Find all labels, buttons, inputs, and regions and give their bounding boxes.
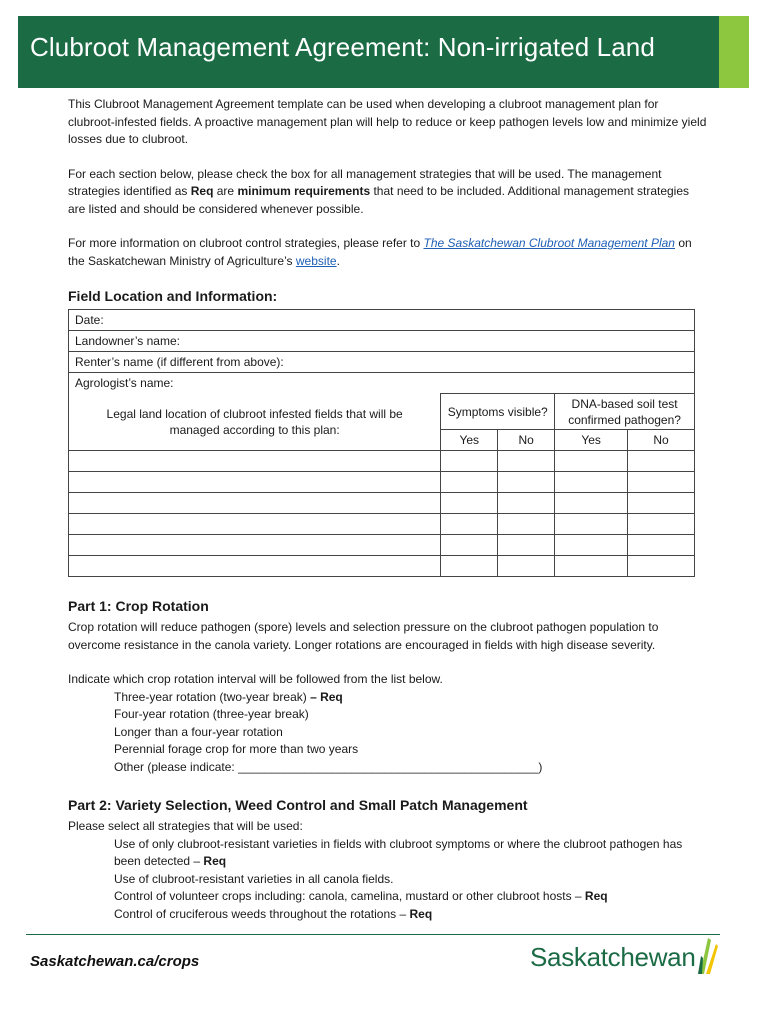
table-row	[69, 451, 695, 472]
dna-yes-cell[interactable]	[555, 451, 628, 472]
table-row	[69, 514, 695, 535]
symptoms-no-cell[interactable]	[498, 493, 555, 514]
intro-paragraph-1: This Clubroot Management Agreement template can be used when developing a clubroot management plan for clubroot-infested fields. A proactive management plan will help to reduce or keep pathogen levels low and minimize yield losses due to clubroot.	[68, 97, 707, 146]
legal-location-cell[interactable]	[69, 451, 441, 472]
dna-no-cell[interactable]	[628, 556, 695, 577]
symptoms-no-cell[interactable]	[498, 556, 555, 577]
rotation-option-four-year[interactable]: Four-year rotation (three-year break)	[114, 707, 309, 721]
dna-no-header: No	[628, 430, 695, 451]
website-link[interactable]: website	[295, 253, 337, 268]
dna-no-cell[interactable]	[628, 472, 695, 493]
table-row	[69, 535, 695, 556]
part2-heading: Part 2: Variety Selection, Weed Control and Small Patch Management	[68, 797, 528, 813]
date-field[interactable]: Date:	[69, 310, 695, 331]
symptoms-yes-cell[interactable]	[441, 451, 498, 472]
symptoms-yes-header: Yes	[441, 430, 498, 451]
part2-instruction: Please select all strategies that will be used:	[68, 819, 303, 833]
intro-paragraph-3: For more information on clubroot control strategies, please refer to The Saskatchewan Clubroot Management Plan on the Saskatchewan Ministry of Agriculture’s website.	[68, 236, 692, 268]
agrologist-field[interactable]: Agrologist’s name:	[69, 373, 695, 394]
dna-no-cell[interactable]	[628, 451, 695, 472]
symptoms-yes-cell[interactable]	[441, 514, 498, 535]
footer-divider	[26, 934, 720, 935]
legal-location-cell[interactable]	[69, 556, 441, 577]
dna-test-header: DNA-based soil test confirmed pathogen?	[555, 394, 695, 430]
part1-instruction: Indicate which crop rotation interval will be followed from the list below.	[68, 672, 443, 686]
field-section-heading: Field Location and Information:	[68, 288, 278, 304]
dna-yes-header: Yes	[555, 430, 628, 451]
logo-wordmark: Saskatchewan	[530, 942, 696, 972]
symptoms-no-header: No	[498, 430, 555, 451]
page-title: Clubroot Management Agreement: Non-irrigated Land	[30, 32, 655, 62]
dna-no-cell[interactable]	[628, 493, 695, 514]
rotation-option-other[interactable]: Other (please indicate: _____________________________________________)	[114, 759, 543, 774]
symptoms-yes-cell[interactable]	[441, 493, 498, 514]
intro-paragraph-2: For each section below, please check the box for all management strategies that will be used. The management strategies identified as Req are minimum requirements that need to be included. Additional management strategies are listed and should be considered whenever possible.	[68, 166, 690, 216]
symptoms-yes-cell[interactable]	[441, 472, 498, 493]
table-row	[69, 472, 695, 493]
symptoms-header: Symptoms visible?	[441, 394, 555, 430]
legal-location-cell[interactable]	[69, 535, 441, 556]
dna-yes-cell[interactable]	[555, 472, 628, 493]
dna-yes-cell[interactable]	[555, 556, 628, 577]
strategy-option-weed-control[interactable]: Control of cruciferous weeds throughout the rotations – Req	[114, 906, 433, 921]
dna-yes-cell[interactable]	[555, 493, 628, 514]
table-row	[69, 556, 695, 577]
rotation-option-perennial[interactable]: Perennial forage crop for more than two years	[114, 742, 359, 756]
symptoms-no-cell[interactable]	[498, 451, 555, 472]
table-row	[69, 493, 695, 514]
footer-url[interactable]: Saskatchewan.ca/crops	[30, 953, 200, 970]
document-body	[68, 96, 708, 923]
saskatchewan-logo	[530, 936, 730, 982]
dna-yes-cell[interactable]	[555, 535, 628, 556]
dna-no-cell[interactable]	[628, 514, 695, 535]
legal-location-cell[interactable]	[69, 472, 441, 493]
strategy-option-resistant-all[interactable]: Use of clubroot-resistant varieties in all canola fields.	[114, 871, 394, 886]
symptoms-no-cell[interactable]	[498, 535, 555, 556]
dna-no-cell[interactable]	[628, 535, 695, 556]
part1-heading: Part 1: Crop Rotation	[68, 598, 209, 614]
strategy-option-volunteer-control[interactable]: Control of volunteer crops including: canola, camelina, mustard or other clubroot hosts – Req	[114, 889, 608, 903]
renter-field[interactable]: Renter’s name (if different from above):	[69, 352, 695, 373]
strategy-option-resistant-only[interactable]: Use of only clubroot-resistant varieties in fields with clubroot symptoms or where the clubroot pathogen has been detected – Req	[114, 836, 683, 868]
banner-accent-stripe	[719, 16, 749, 88]
title-banner	[18, 16, 719, 88]
symptoms-yes-cell[interactable]	[441, 535, 498, 556]
legal-location-cell[interactable]	[69, 514, 441, 535]
wheat-icon	[696, 936, 720, 976]
legal-land-header: Legal land location of clubroot infested fields that will be managed according to this plan:	[69, 394, 441, 451]
legal-location-cell[interactable]	[69, 493, 441, 514]
dna-yes-cell[interactable]	[555, 514, 628, 535]
rotation-option-longer[interactable]: Longer than a four-year rotation	[114, 724, 283, 739]
landowner-field[interactable]: Landowner’s name:	[69, 331, 695, 352]
symptoms-no-cell[interactable]	[498, 472, 555, 493]
clubroot-plan-link[interactable]: The Saskatchewan Clubroot Management Plan	[423, 236, 675, 250]
part1-description: Crop rotation will reduce pathogen (spore) levels and selection pressure on the clubroot pathogen population to overcome resistance in the canola variety. Longer rotations are encouraged in fields with high disease severity.	[68, 620, 659, 652]
field-info-table	[68, 309, 695, 577]
symptoms-yes-cell[interactable]	[441, 556, 498, 577]
symptoms-no-cell[interactable]	[498, 514, 555, 535]
rotation-option-three-year[interactable]: Three-year rotation (two-year break) – Req	[114, 689, 343, 704]
